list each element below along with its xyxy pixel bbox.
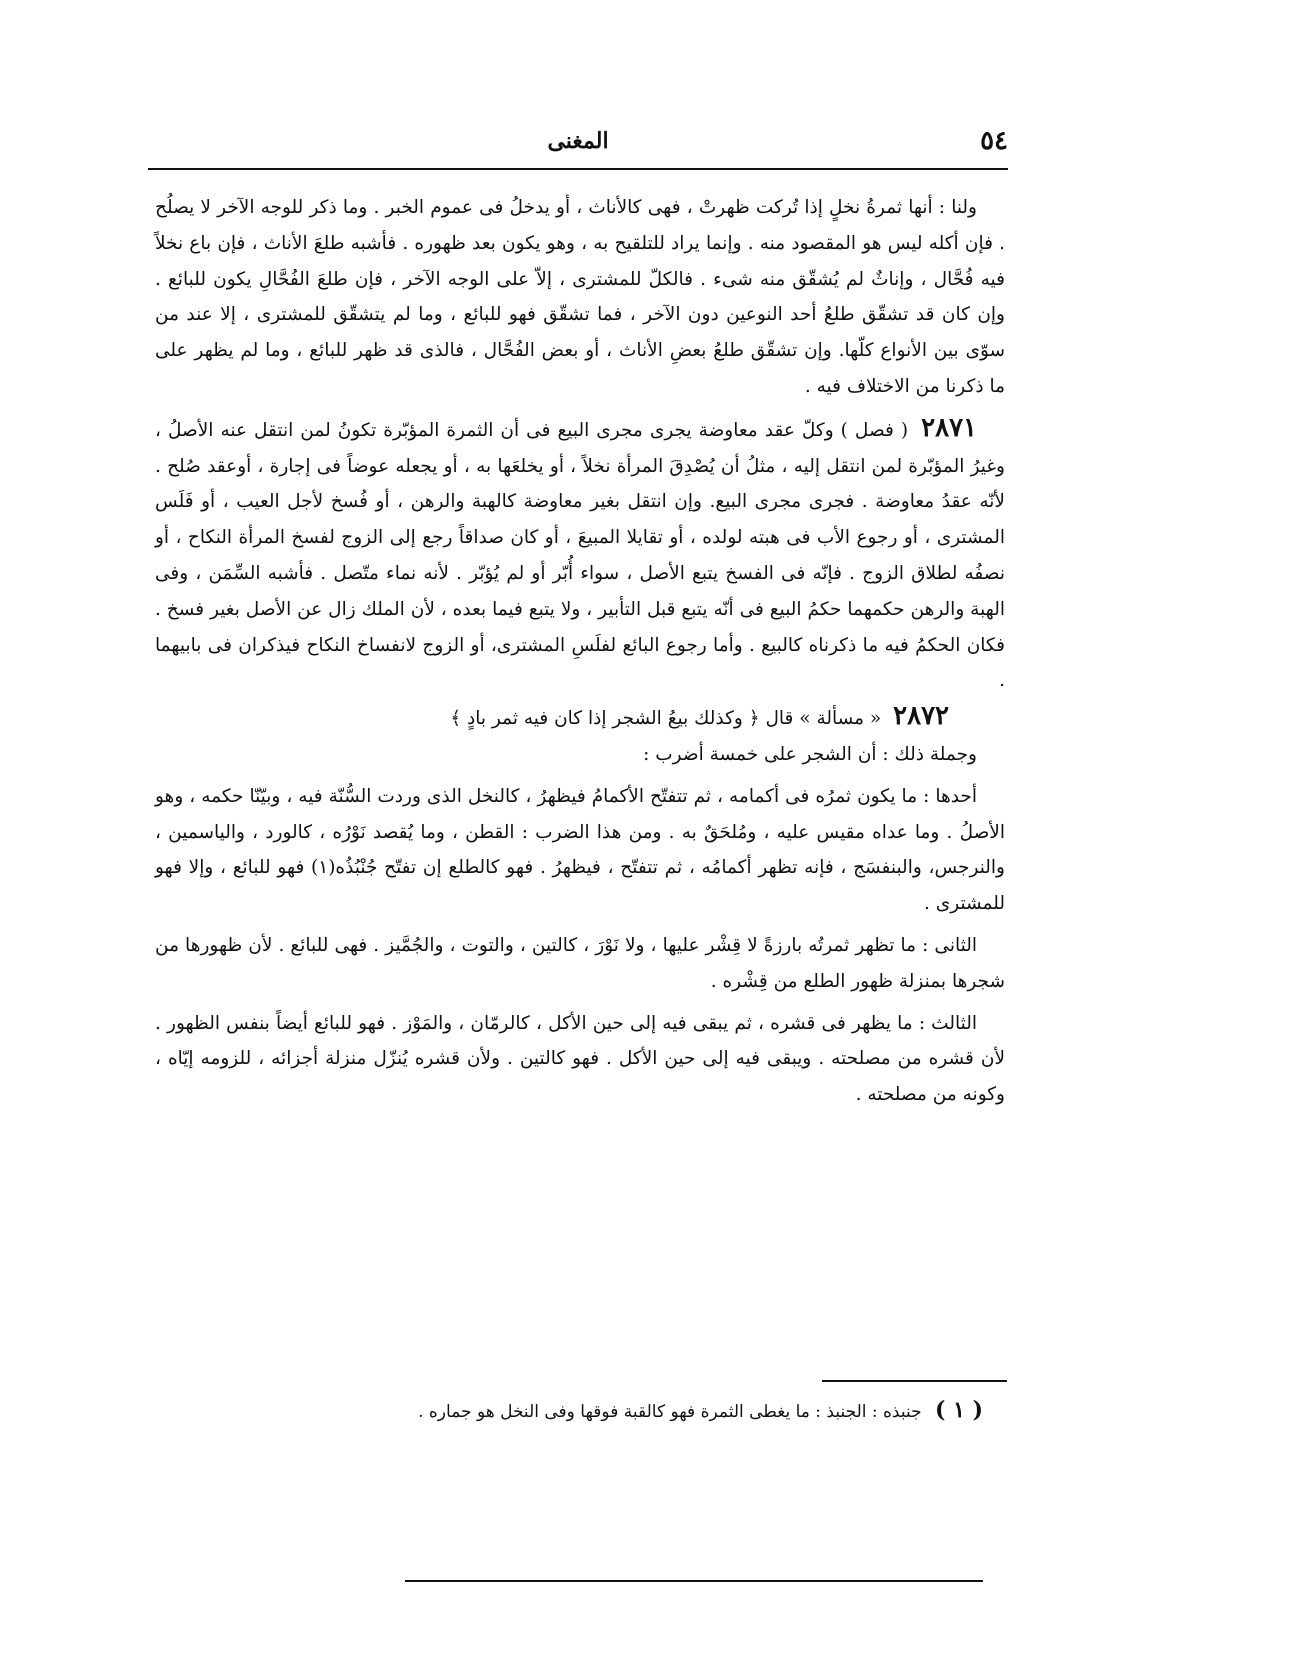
page-number: ٥٤: [980, 126, 1008, 156]
page-header: [148, 118, 1008, 162]
footnote: [155, 1395, 983, 1427]
paragraph: الثانى : ما تظهر ثمرتُه بارزةً لا قِشْر عليها ، ولا نَوْرَ ، كالتين ، والتوت ، والجُمَّيز . فهى للبائع . لأن ظهورها من شجرها بمنزلة ظهور الطلع من قِشْره .: [155, 934, 1005, 992]
paragraph-issue-2872: [155, 699, 1005, 737]
paragraph-text: « مسألة » قال ﴿ وكذلك بيعُ الشجر إذا كان فيه ثمر بادٍ ﴾: [450, 708, 882, 730]
paragraph-text: ( فصل ) وكلّ عقد معاوضة يجرى مجرى البيع فى أن الثمرة المؤبّرة تكونُ لمن انتقل عنه الأصلُ ، وغيرُ المؤبّرة لمن انتقل إليه ، مثلُ أن يُصْدِقَ المرأة نخلاً ، أو يخلعَها به ، أو يجعله عوضاً فى إجارة ، أوعقد صُلح . لأنّه عقدُ معاوضة . فجرى مجرى البيع. وإن انتقل بغير معاوضة كالهبة والرهن ، أو فُسخ لأجل العيب ، أو فَلَس المشترى ، أو رجوع الأب فى هبته لولده ، أو تقايلا المبيعَ ، أو كان صداقاً رجع إلى الزوج لفسخ المرأة النكاح ، أو نصفُه لطلاق الزوج . فإنّه فى الفسخ يتبع الأصل ، سواء أُبّر أو لم يُؤبّر . لأنه نماء متّصل . فأشبه السِّمَن ، وفى الهبة والرهن حكمهما حكمُ البيع فى أنّه يتبع قبل التأبير ، ولا يتبع فيما بعده ، لأن الملك زال عن الأصل بغير فسخ . فكان الحكمُ فيه ما ذكرناه كالبيع . وأما رجوع البائع لفلَسِ المشترى، أو الزوج لانفساخ النكاح فيذكران فى بابيهما .: [155, 419, 1005, 692]
paragraph: ولنا : أنها ثمرةُ نخلٍ إذا تُركت ظهرتْ ، فهى كالأناث ، أو يدخلُ فى عموم الخبر . وما ذكر للوجه الآخر لا يصلُح . فإن أكله ليس هو المقصود منه . وإنما يراد للتلقيح به ، وهو يكون بعد ظهوره . فأشبه طلعَ الأناث ، فإن باع نخلاً فيه فُحَّال ، وإناثٌ لم يُشقّق منه شىء . فالكلّ للمشترى ، إلاّ على الوجه الآخر ، فإن طلعَ الفُحَّالِ يكون للبائع . وإن كان قد تشقّق طلعُ أحد النوعين دون الآخر ، فما تشقّق فهو للبائع ، وما لم يتشقّق للمشترى ، إلا عند من سوّى بين الأنواع كلّها. وإن تشقّق طلعُ بعضِ الأناث ، أو بعض الفُحَّال ، فالذى قد ظهر للبائع ، وما لم يظهر على ما ذكرنا من الاختلاف فيه .: [155, 197, 1005, 397]
footnote-text: جنبذه : الجنبذ : ما يغطى الثمرة فهو كالقبة فوقها وفى النخل هو جماره .: [418, 1402, 922, 1422]
paragraph: وجملة ذلك : أن الشجر على خمسة أضرب :: [643, 743, 977, 765]
header-divider: [148, 168, 1008, 170]
running-title: المغنى: [547, 128, 609, 154]
footnote-divider: [822, 1380, 1007, 1382]
bottom-divider: [405, 1580, 983, 1582]
footnote-marker: ( ١ ): [935, 1397, 983, 1423]
paragraph: الثالث : ما يظهر فى قشره ، ثم يبقى فيه إلى حين الأكل ، كالرمّان ، والمَوْز . فهو للبائع أيضاً بنفس الظهور . لأن قشره من مصلحته . ويبقى فيه إلى حين الأكل . فهو كالتين . ولأن قشره يُنزّل منزلة أجزائه ، للزومه إيّاه ، وكونه من مصلحته .: [155, 1012, 1005, 1106]
issue-number: ٢٨٧٢: [893, 701, 949, 732]
paragraph: أحدها : ما يكون ثمرُه فى أكمامه ، ثم تتفتّح الأكمامُ فيظهرُ ، كالنخل الذى وردت السُّنّة فيه ، وبيّنّا حكمه ، وهو الأصلُ . وما عداه مقيس عليه ، ومُلحَقٌ به . ومن هذا الضرب : القطن ، وما يُقصد نَوْرُه ، كالورد ، والياسمين ، والنرجس، والبنفسَج ، فإنه تظهر أكمامُه ، ثم تتفتّح ، فيظهرُ . فهو كالطلع إن تفتّح جُنْبُذُه(١) فهو للبائع ، وإلا فهو للمشترى .: [155, 785, 1005, 915]
paragraph-issue-2871: [155, 411, 1005, 699]
issue-number: ٢٨٧١: [921, 412, 977, 443]
main-text: [155, 190, 1005, 1113]
